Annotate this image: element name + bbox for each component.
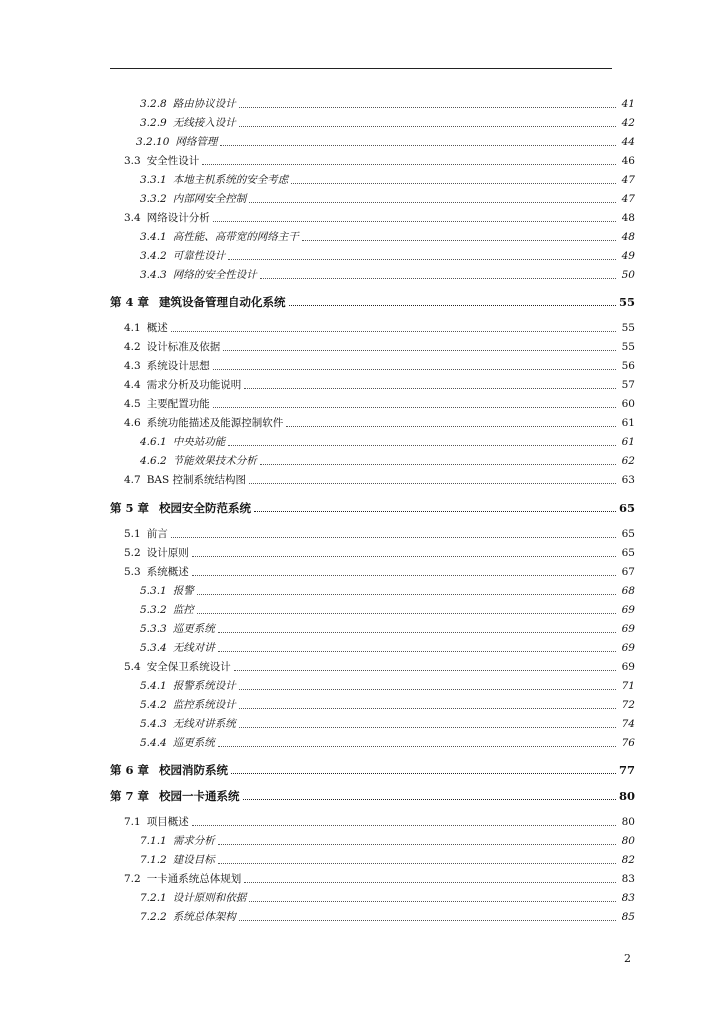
toc-entry-page: 57 <box>621 379 635 391</box>
toc-entry-page: 65 <box>621 547 635 559</box>
toc-entry-title: 监控 <box>172 604 194 616</box>
toc-entry-number: 5.3.4 <box>140 642 167 654</box>
toc-entry-label <box>140 835 218 847</box>
dot-leader <box>192 825 616 826</box>
toc-entry[interactable] <box>124 318 635 334</box>
toc-entry-page: 69 <box>621 604 635 616</box>
toc-entry-title: 系统概述 <box>146 566 189 578</box>
toc-entry[interactable] <box>124 869 635 885</box>
toc-entry-page: 80 <box>619 789 636 803</box>
toc-entry-number: 3.3.2 <box>140 193 167 205</box>
toc-entry-number: 4.6 <box>124 417 141 429</box>
toc-entry-number: 5.4.3 <box>140 718 167 730</box>
toc-entry-number: 3.4 <box>124 212 141 224</box>
toc-entry-number: 3.2.9 <box>140 117 167 129</box>
toc-entry-label <box>124 360 213 372</box>
toc-entry-page: 47 <box>621 193 635 205</box>
toc-entry[interactable] <box>124 337 635 353</box>
toc-entry-page: 71 <box>621 680 635 692</box>
toc-entry-label <box>140 892 249 904</box>
toc-entry[interactable] <box>124 562 635 578</box>
toc-entry-label <box>124 528 171 540</box>
toc-entry-label <box>140 117 239 129</box>
toc-entry-label <box>140 174 291 186</box>
toc-entry-page: 48 <box>621 212 635 224</box>
dot-leader <box>218 746 616 747</box>
dot-leader <box>289 305 616 306</box>
toc-entry-page: 77 <box>619 763 636 777</box>
toc-entry-page: 83 <box>621 892 635 904</box>
toc-entry-page: 46 <box>621 155 635 167</box>
toc-entry-title: 前言 <box>146 528 168 540</box>
toc-entry-label <box>136 136 220 148</box>
toc-entry-number: 5.4.2 <box>140 699 167 711</box>
toc-entry[interactable] <box>140 600 635 616</box>
toc-entry-page: 85 <box>621 911 635 923</box>
toc-entry-page: 83 <box>621 873 635 885</box>
toc-entry-number: 第 6 章 <box>110 763 150 777</box>
toc-entry-number: 4.3 <box>124 360 141 372</box>
toc-entry-number: 7.1.1 <box>140 835 167 847</box>
toc-entry-number: 3.4.1 <box>140 231 167 243</box>
toc-entry[interactable] <box>124 151 635 167</box>
toc-entry-number: 7.2.1 <box>140 892 167 904</box>
toc-entry-title: 监控系统设计 <box>172 699 236 711</box>
toc-entry[interactable] <box>140 581 635 597</box>
toc-entry-page: 72 <box>621 699 635 711</box>
toc-entry-number: 7.2.2 <box>140 911 167 923</box>
dot-leader <box>218 651 616 652</box>
toc-entry-title: 巡更系统 <box>172 737 215 749</box>
dot-leader <box>239 107 616 108</box>
toc-entry-label <box>140 718 239 730</box>
toc-entry-label <box>140 98 239 110</box>
toc-entry-title: 系统设计思想 <box>146 360 210 372</box>
toc-entry-title: 网络管理 <box>175 136 218 148</box>
toc-entry[interactable] <box>124 524 635 540</box>
toc-entry-title: 可靠性设计 <box>172 250 226 262</box>
toc-entry[interactable] <box>140 189 635 205</box>
toc-entry-page: 76 <box>621 737 635 749</box>
toc-entry-title: 无线对讲系统 <box>172 718 236 730</box>
toc-entry-page: 61 <box>621 436 635 448</box>
toc-entry-page: 42 <box>621 117 635 129</box>
toc-entry-page: 55 <box>621 341 635 353</box>
toc-entry[interactable] <box>140 714 635 730</box>
toc-entry-label <box>140 911 239 923</box>
toc-entry[interactable] <box>124 812 635 828</box>
toc-entry-number: 4.1 <box>124 322 141 334</box>
toc-entry-page: 74 <box>621 718 635 730</box>
toc-entry-number: 5.3 <box>124 566 141 578</box>
toc-entry-title: 设计标准及依据 <box>146 341 221 353</box>
dot-leader <box>213 369 616 370</box>
toc-entry-title: 无线对讲 <box>172 642 215 654</box>
dot-leader <box>243 799 616 800</box>
toc-entry-label <box>124 547 192 559</box>
toc-entry-number: 5.3.3 <box>140 623 167 635</box>
dot-leader <box>213 407 616 408</box>
toc-entry-label <box>124 212 213 224</box>
dot-leader <box>244 882 616 883</box>
toc-entry-page: 80 <box>621 816 635 828</box>
dot-leader <box>239 708 616 709</box>
toc-entry-title: 安全性设计 <box>146 155 200 167</box>
toc-entry-page: 61 <box>621 417 635 429</box>
toc-entry[interactable] <box>136 132 635 148</box>
toc-entry[interactable] <box>140 695 635 711</box>
toc-entry-page: 69 <box>621 623 635 635</box>
toc-entry-title: BAS 控制系统结构图 <box>146 474 247 486</box>
toc-entry-label <box>140 193 249 205</box>
toc-entry-title: 无线接入设计 <box>172 117 236 129</box>
toc-entry-number: 第 5 章 <box>110 501 150 515</box>
toc-entry-label <box>140 699 239 711</box>
toc-entry[interactable] <box>140 432 635 448</box>
dot-leader <box>249 483 616 484</box>
toc-entry-title: 设计原则和依据 <box>172 892 247 904</box>
dot-leader <box>234 670 616 671</box>
toc-entry-title: 需求分析 <box>172 835 215 847</box>
toc-entry-label <box>140 231 302 243</box>
toc-entry-number: 7.1 <box>124 816 141 828</box>
dot-leader <box>220 145 616 146</box>
dot-leader <box>192 556 616 557</box>
dot-leader <box>260 464 616 465</box>
toc-entry-title: 校园消防系统 <box>159 763 229 777</box>
toc-entry-title: 主要配置功能 <box>146 398 210 410</box>
toc-entry-page: 69 <box>621 642 635 654</box>
toc-entry-label <box>140 455 260 467</box>
toc-entry-title: 系统总体架构 <box>172 911 236 923</box>
toc-entry-label <box>140 604 197 616</box>
toc-entry-page: 80 <box>621 835 635 847</box>
toc-entry-page: 50 <box>621 269 635 281</box>
dot-leader <box>218 863 616 864</box>
toc-entry-number: 4.6.2 <box>140 455 167 467</box>
toc-entry-number: 5.4.1 <box>140 680 167 692</box>
toc-entry[interactable] <box>140 246 635 262</box>
toc-entry-label <box>124 155 202 167</box>
toc-entry[interactable] <box>140 451 635 467</box>
dot-leader <box>171 537 616 538</box>
toc-entry-number: 3.2.8 <box>140 98 167 110</box>
toc-entry-title: 内部网安全控制 <box>172 193 247 205</box>
toc-entry-number: 4.6.1 <box>140 436 167 448</box>
toc-entry[interactable] <box>124 356 635 372</box>
dot-leader <box>192 575 616 576</box>
header-rule <box>110 68 612 69</box>
toc-entry-number: 3.3.1 <box>140 174 167 186</box>
toc-entry-label <box>140 623 218 635</box>
toc-entry-title: 概述 <box>146 322 168 334</box>
toc-entry-label <box>124 566 192 578</box>
dot-leader <box>228 445 616 446</box>
toc-entry[interactable] <box>124 543 635 559</box>
toc-entry[interactable] <box>124 413 635 429</box>
toc-entry-page: 56 <box>621 360 635 372</box>
toc-entry-label <box>140 737 218 749</box>
dot-leader <box>249 901 616 902</box>
toc-entry-number: 5.1 <box>124 528 141 540</box>
toc-entry[interactable] <box>140 907 635 923</box>
toc-entry-title: 节能效果技术分析 <box>172 455 257 467</box>
toc-entry-label <box>140 250 228 262</box>
toc-entry[interactable] <box>124 394 635 410</box>
toc-entry[interactable] <box>124 470 635 486</box>
toc-entry-label <box>110 502 254 514</box>
toc-entry[interactable] <box>140 94 635 110</box>
toc-entry-page: 60 <box>621 398 635 410</box>
toc-entry-title: 建筑设备管理自动化系统 <box>159 295 286 309</box>
toc-entry-number: 5.4 <box>124 661 141 673</box>
toc-entry-page: 44 <box>621 136 635 148</box>
toc-entry[interactable] <box>110 760 635 776</box>
toc-entry-label <box>124 398 213 410</box>
dot-leader <box>231 773 616 774</box>
dot-leader <box>239 126 616 127</box>
toc-entry-number: 7.2 <box>124 873 141 885</box>
toc-entry[interactable] <box>140 888 635 904</box>
toc-entry-label <box>124 873 244 885</box>
toc-entry-label <box>140 854 218 866</box>
dot-leader <box>286 426 616 427</box>
dot-leader <box>302 240 616 241</box>
toc-entry-title: 网络的安全性设计 <box>172 269 257 281</box>
dot-leader <box>228 259 616 260</box>
toc-entry-label <box>140 680 239 692</box>
dot-leader <box>239 727 616 728</box>
dot-leader <box>202 164 616 165</box>
toc-entry-page: 41 <box>621 98 635 110</box>
toc-entry-page: 69 <box>621 661 635 673</box>
toc-entry[interactable] <box>124 657 635 673</box>
toc-entry-page: 82 <box>621 854 635 866</box>
toc-entry-number: 3.3 <box>124 155 141 167</box>
toc-entry-label <box>140 436 228 448</box>
dot-leader <box>213 221 616 222</box>
toc-entry-page: 67 <box>621 566 635 578</box>
toc-entry-title: 项目概述 <box>146 816 189 828</box>
toc-entry-title: 需求分析及功能说明 <box>146 379 242 391</box>
toc-entry-label <box>124 661 234 673</box>
toc-entry-number: 7.1.2 <box>140 854 167 866</box>
toc-entry-title: 校园一卡通系统 <box>159 789 240 803</box>
dot-leader <box>254 511 616 512</box>
toc-entry[interactable] <box>124 208 635 224</box>
toc-entry-title: 建设目标 <box>172 854 215 866</box>
toc-entry-number: 4.5 <box>124 398 141 410</box>
toc-entry-number: 3.4.3 <box>140 269 167 281</box>
dot-leader <box>260 278 616 279</box>
toc-entry-page: 63 <box>621 474 635 486</box>
toc-entry-label <box>140 585 197 597</box>
dot-leader <box>239 920 616 921</box>
toc-entry-number: 第 4 章 <box>110 295 150 309</box>
toc-entry-number: 第 7 章 <box>110 789 150 803</box>
toc-entry-title: 高性能、高带宽的网络主干 <box>172 231 299 243</box>
toc-entry[interactable] <box>110 498 635 514</box>
dot-leader <box>218 844 616 845</box>
dot-leader <box>197 613 616 614</box>
toc-entry-label <box>124 379 244 391</box>
toc-entry-title: 设计原则 <box>146 547 189 559</box>
dot-leader <box>197 594 616 595</box>
toc-entry-title: 中央站功能 <box>172 436 226 448</box>
toc-entry[interactable] <box>110 786 635 802</box>
toc-entry-label <box>140 642 218 654</box>
toc-entry[interactable] <box>140 170 635 186</box>
toc-entry-label <box>110 790 243 802</box>
toc-entry-title: 路由协议设计 <box>172 98 236 110</box>
toc-entry[interactable] <box>140 113 635 129</box>
toc-entry-label <box>110 296 289 308</box>
toc-entry-title: 一卡通系统总体规划 <box>146 873 242 885</box>
toc-entry-number: 4.7 <box>124 474 141 486</box>
toc-entry[interactable] <box>140 733 635 749</box>
toc-entry-title: 本地主机系统的安全考虑 <box>172 174 289 186</box>
toc-entry-title: 报警系统设计 <box>172 680 236 692</box>
toc-entry-number: 5.4.4 <box>140 737 167 749</box>
toc-entry-page: 48 <box>621 231 635 243</box>
toc-entry-title: 校园安全防范系统 <box>159 501 252 515</box>
toc-entry[interactable] <box>140 850 635 866</box>
toc-entry-number: 4.2 <box>124 341 141 353</box>
toc-entry-label <box>140 269 260 281</box>
dot-leader <box>291 183 616 184</box>
dot-leader <box>249 202 616 203</box>
toc-entry-label <box>124 322 171 334</box>
toc-entry[interactable] <box>140 619 635 635</box>
toc-entry-title: 系统功能描述及能源控制软件 <box>146 417 284 429</box>
toc-entry-page: 55 <box>619 295 636 309</box>
toc-entry-number: 5.3.1 <box>140 585 167 597</box>
toc-entry-title: 安全保卫系统设计 <box>146 661 231 673</box>
toc-entry[interactable] <box>140 638 635 654</box>
dot-leader <box>218 632 616 633</box>
toc-entry-label <box>110 764 231 776</box>
toc-entry-page: 47 <box>621 174 635 186</box>
toc-entry-label <box>124 417 286 429</box>
page-number: 2 <box>624 952 631 965</box>
toc-entry-number: 5.3.2 <box>140 604 167 616</box>
toc-entry-page: 62 <box>621 455 635 467</box>
toc-entry-page: 55 <box>621 322 635 334</box>
toc-entry[interactable] <box>140 265 635 281</box>
toc-entry[interactable] <box>140 676 635 692</box>
toc-entry-title: 网络设计分析 <box>146 212 210 224</box>
toc-entry-number: 4.4 <box>124 379 141 391</box>
toc-entry-label <box>124 341 223 353</box>
dot-leader <box>223 350 616 351</box>
toc-entry-title: 巡更系统 <box>172 623 215 635</box>
toc-entry-page: 65 <box>621 528 635 540</box>
toc-entry-number: 5.2 <box>124 547 141 559</box>
dot-leader <box>239 689 616 690</box>
toc-entry-number: 3.2.10 <box>136 136 170 148</box>
toc-entry-label <box>124 816 192 828</box>
toc-entry[interactable] <box>110 292 635 308</box>
toc-entry-page: 68 <box>621 585 635 597</box>
dot-leader <box>244 388 616 389</box>
toc-entry-title: 报警 <box>172 585 194 597</box>
toc-entry-page: 49 <box>621 250 635 262</box>
toc-entry-label <box>124 474 249 486</box>
dot-leader <box>171 331 616 332</box>
toc-entry[interactable] <box>140 227 635 243</box>
toc-entry[interactable] <box>140 831 635 847</box>
toc-entry[interactable] <box>124 375 635 391</box>
toc-entry-page: 65 <box>619 501 636 515</box>
toc-entry-number: 3.4.2 <box>140 250 167 262</box>
